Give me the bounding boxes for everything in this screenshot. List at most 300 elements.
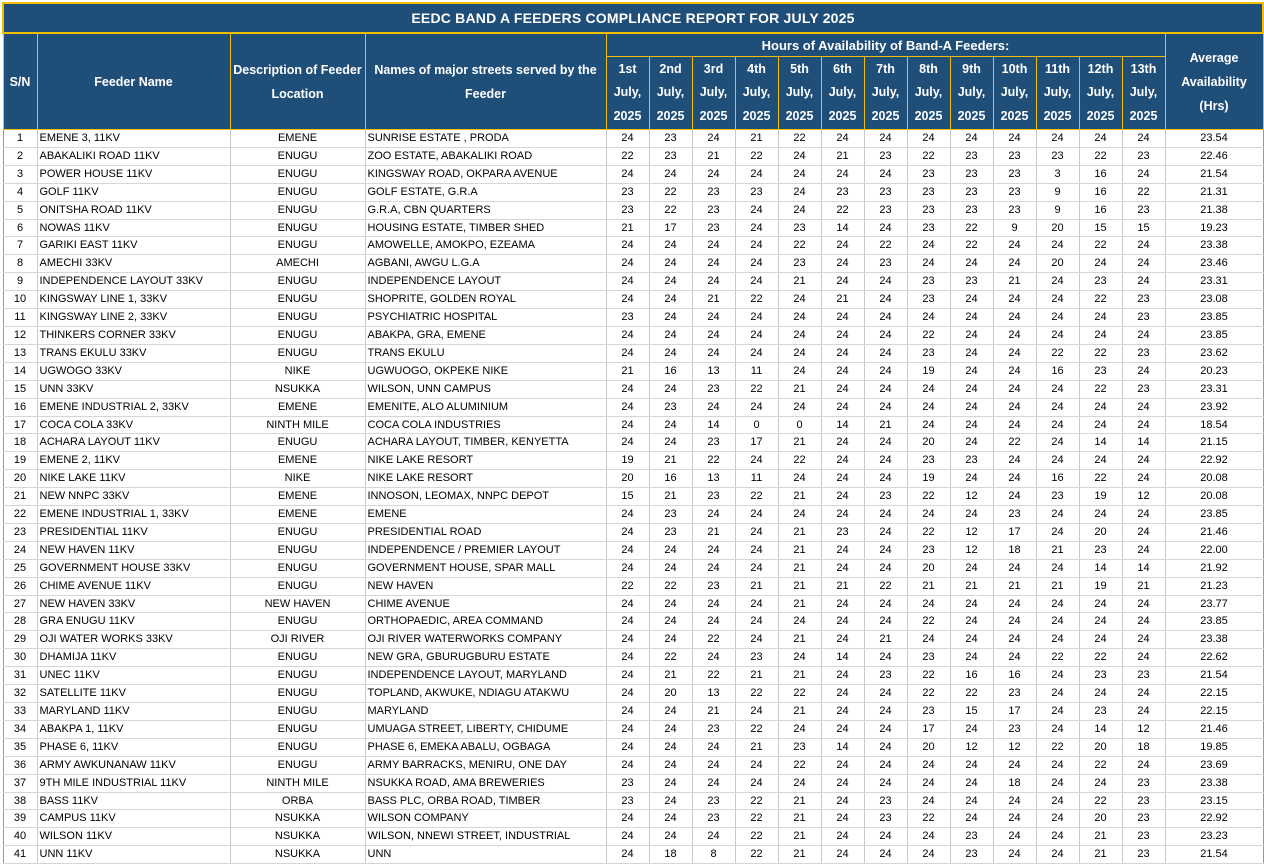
hours-cell: 11 bbox=[735, 470, 778, 488]
hours-cell: 24 bbox=[1122, 613, 1165, 631]
streets-cell: COCA COLA INDUSTRIES bbox=[365, 416, 606, 434]
hours-cell: 23 bbox=[864, 488, 907, 506]
hours-cell: 23 bbox=[1122, 201, 1165, 219]
location-cell: ENUGU bbox=[230, 237, 365, 255]
hours-cell: 19 bbox=[907, 470, 950, 488]
hours-cell: 19 bbox=[907, 362, 950, 380]
hours-cell: 22 bbox=[735, 291, 778, 309]
table-row bbox=[3, 559, 1263, 577]
streets-cell: UNN bbox=[365, 846, 606, 864]
hours-cell: 24 bbox=[606, 398, 649, 416]
hours-cell: 14 bbox=[1079, 434, 1122, 452]
average-cell: 21.54 bbox=[1165, 846, 1263, 864]
hours-cell: 24 bbox=[1036, 309, 1079, 327]
hours-cell: 21 bbox=[649, 488, 692, 506]
hours-cell: 23 bbox=[778, 738, 821, 756]
hours-cell: 21 bbox=[1079, 828, 1122, 846]
sn-cell: 11 bbox=[3, 309, 37, 327]
hours-cell: 22 bbox=[907, 685, 950, 703]
hours-cell: 20 bbox=[1036, 219, 1079, 237]
sn-cell: 31 bbox=[3, 667, 37, 685]
hours-cell: 23 bbox=[864, 147, 907, 165]
hours-cell: 24 bbox=[993, 380, 1036, 398]
hours-cell: 22 bbox=[735, 380, 778, 398]
hours-cell: 24 bbox=[864, 703, 907, 721]
table-row bbox=[3, 183, 1263, 201]
hours-cell: 24 bbox=[1122, 165, 1165, 183]
hours-cell: 22 bbox=[1036, 738, 1079, 756]
streets-cell: TRANS EKULU bbox=[365, 344, 606, 362]
hours-cell: 24 bbox=[606, 291, 649, 309]
hours-cell: 18 bbox=[649, 846, 692, 864]
feeder-name-cell: NEW NNPC 33KV bbox=[37, 488, 230, 506]
feeder-name-cell: MARYLAND 11KV bbox=[37, 703, 230, 721]
hours-cell: 24 bbox=[778, 309, 821, 327]
feeder-name-cell: EMENE 3, 11KV bbox=[37, 130, 230, 148]
hours-cell: 24 bbox=[1036, 559, 1079, 577]
hours-cell: 24 bbox=[907, 756, 950, 774]
table-row bbox=[3, 685, 1263, 703]
hours-cell: 20 bbox=[907, 738, 950, 756]
sn-cell: 14 bbox=[3, 362, 37, 380]
hours-cell: 12 bbox=[1122, 488, 1165, 506]
hours-cell: 24 bbox=[778, 344, 821, 362]
average-cell: 23.38 bbox=[1165, 631, 1263, 649]
hours-cell: 24 bbox=[735, 756, 778, 774]
sn-cell: 41 bbox=[3, 846, 37, 864]
hours-cell: 24 bbox=[993, 631, 1036, 649]
streets-cell: WILSON, NNEWI STREET, INDUSTRIAL bbox=[365, 828, 606, 846]
hours-cell: 22 bbox=[950, 685, 993, 703]
hours-cell: 24 bbox=[735, 255, 778, 273]
hours-cell: 21 bbox=[778, 595, 821, 613]
hours-cell: 9 bbox=[1036, 183, 1079, 201]
feeder-name-cell: UNN 33KV bbox=[37, 380, 230, 398]
hours-cell: 21 bbox=[864, 416, 907, 434]
hours-cell: 21 bbox=[692, 523, 735, 541]
hours-cell: 24 bbox=[864, 434, 907, 452]
hours-cell: 21 bbox=[778, 828, 821, 846]
hours-cell: 17 bbox=[735, 434, 778, 452]
sn-cell: 8 bbox=[3, 255, 37, 273]
hours-cell: 23 bbox=[692, 810, 735, 828]
hours-cell: 24 bbox=[1036, 237, 1079, 255]
hours-cell: 24 bbox=[1036, 326, 1079, 344]
hours-cell: 21 bbox=[735, 667, 778, 685]
date-header: 11th July, 2025 bbox=[1036, 57, 1079, 130]
hours-cell: 24 bbox=[950, 774, 993, 792]
hours-cell: 24 bbox=[606, 165, 649, 183]
hours-cell: 24 bbox=[993, 613, 1036, 631]
hours-cell: 23 bbox=[1122, 828, 1165, 846]
hours-cell: 24 bbox=[1122, 541, 1165, 559]
streets-cell: NSUKKA ROAD, AMA BREWERIES bbox=[365, 774, 606, 792]
feeder-name-cell: PHASE 6, 11KV bbox=[37, 738, 230, 756]
hours-cell: 24 bbox=[649, 703, 692, 721]
average-cell: 21.31 bbox=[1165, 183, 1263, 201]
hours-cell: 24 bbox=[821, 595, 864, 613]
date-header: 12th July, 2025 bbox=[1079, 57, 1122, 130]
hours-cell: 23 bbox=[864, 183, 907, 201]
hours-cell: 22 bbox=[649, 577, 692, 595]
location-cell: ENUGU bbox=[230, 219, 365, 237]
hours-cell: 21 bbox=[907, 577, 950, 595]
feeder-name-cell: UNN 11KV bbox=[37, 846, 230, 864]
hours-cell: 22 bbox=[1079, 147, 1122, 165]
table-row bbox=[3, 846, 1263, 864]
hours-cell: 24 bbox=[907, 130, 950, 148]
hours-cell: 24 bbox=[993, 416, 1036, 434]
hours-cell: 15 bbox=[950, 703, 993, 721]
hours-cell: 12 bbox=[950, 488, 993, 506]
hours-cell: 21 bbox=[692, 147, 735, 165]
hours-cell: 21 bbox=[606, 219, 649, 237]
feeder-name-cell: GRA ENUGU 11KV bbox=[37, 613, 230, 631]
hours-cell: 24 bbox=[778, 201, 821, 219]
hours-cell: 24 bbox=[1036, 130, 1079, 148]
hours-cell: 22 bbox=[1079, 756, 1122, 774]
hours-cell: 23 bbox=[1036, 488, 1079, 506]
table-row bbox=[3, 130, 1263, 148]
hours-cell: 24 bbox=[907, 416, 950, 434]
feeder-name-cell: NEW HAVEN 33KV bbox=[37, 595, 230, 613]
hours-cell: 14 bbox=[821, 738, 864, 756]
hours-cell: 24 bbox=[606, 685, 649, 703]
streets-cell: WILSON COMPANY bbox=[365, 810, 606, 828]
hours-cell: 23 bbox=[821, 183, 864, 201]
streets-cell: ZOO ESTATE, ABAKALIKI ROAD bbox=[365, 147, 606, 165]
hours-cell: 24 bbox=[993, 398, 1036, 416]
hours-cell: 24 bbox=[950, 255, 993, 273]
sn-cell: 3 bbox=[3, 165, 37, 183]
hours-cell: 21 bbox=[606, 362, 649, 380]
feeder-name-cell: ACHARA LAYOUT 11KV bbox=[37, 434, 230, 452]
hours-cell: 14 bbox=[1122, 559, 1165, 577]
location-cell: NINTH MILE bbox=[230, 416, 365, 434]
hours-cell: 16 bbox=[1036, 362, 1079, 380]
hours-cell: 23 bbox=[1122, 344, 1165, 362]
hours-cell: 22 bbox=[606, 577, 649, 595]
hours-cell: 24 bbox=[1036, 380, 1079, 398]
hours-cell: 24 bbox=[692, 237, 735, 255]
location-cell: NINTH MILE bbox=[230, 774, 365, 792]
hours-cell: 24 bbox=[649, 434, 692, 452]
streets-cell: INDEPENDENCE LAYOUT bbox=[365, 273, 606, 291]
hours-cell: 23 bbox=[907, 165, 950, 183]
hours-cell: 24 bbox=[864, 291, 907, 309]
hours-cell: 22 bbox=[907, 147, 950, 165]
sn-cell: 6 bbox=[3, 219, 37, 237]
table-row bbox=[3, 792, 1263, 810]
hours-cell: 24 bbox=[606, 595, 649, 613]
hours-cell: 24 bbox=[692, 756, 735, 774]
average-cell: 23.92 bbox=[1165, 398, 1263, 416]
location-cell: ENUGU bbox=[230, 291, 365, 309]
hours-cell: 24 bbox=[993, 344, 1036, 362]
hours-cell: 21 bbox=[778, 631, 821, 649]
hours-cell: 24 bbox=[1036, 595, 1079, 613]
hours-cell: 21 bbox=[692, 703, 735, 721]
hours-cell: 24 bbox=[821, 237, 864, 255]
date-header: 6th July, 2025 bbox=[821, 57, 864, 130]
hours-cell: 24 bbox=[907, 255, 950, 273]
hours-cell: 24 bbox=[821, 685, 864, 703]
hours-cell: 24 bbox=[907, 237, 950, 255]
table-row bbox=[3, 523, 1263, 541]
table-row bbox=[3, 613, 1263, 631]
hours-cell: 24 bbox=[778, 613, 821, 631]
sn-cell: 29 bbox=[3, 631, 37, 649]
hours-cell: 24 bbox=[649, 541, 692, 559]
average-cell: 22.62 bbox=[1165, 649, 1263, 667]
average-cell: 23.85 bbox=[1165, 613, 1263, 631]
hours-cell: 24 bbox=[821, 613, 864, 631]
hours-cell: 24 bbox=[1122, 130, 1165, 148]
hours-cell: 12 bbox=[950, 523, 993, 541]
hours-cell: 23 bbox=[950, 183, 993, 201]
hours-cell: 21 bbox=[993, 273, 1036, 291]
average-cell: 23.38 bbox=[1165, 774, 1263, 792]
hours-cell: 21 bbox=[778, 703, 821, 721]
streets-cell: WILSON, UNN CAMPUS bbox=[365, 380, 606, 398]
hours-cell: 24 bbox=[864, 738, 907, 756]
sn-cell: 18 bbox=[3, 434, 37, 452]
hours-cell: 24 bbox=[692, 344, 735, 362]
hours-cell: 15 bbox=[1122, 219, 1165, 237]
date-header: 7th July, 2025 bbox=[864, 57, 907, 130]
hours-cell: 21 bbox=[1036, 577, 1079, 595]
hours-cell: 24 bbox=[821, 434, 864, 452]
hours-cell: 24 bbox=[1036, 810, 1079, 828]
hours-cell: 24 bbox=[993, 291, 1036, 309]
hours-cell: 16 bbox=[1079, 165, 1122, 183]
location-cell: ENUGU bbox=[230, 667, 365, 685]
hours-cell: 23 bbox=[606, 774, 649, 792]
hours-cell: 24 bbox=[864, 380, 907, 398]
table-row bbox=[3, 631, 1263, 649]
hours-cell: 22 bbox=[735, 846, 778, 864]
hours-cell: 22 bbox=[778, 130, 821, 148]
hours-cell: 24 bbox=[1122, 362, 1165, 380]
hours-cell: 23 bbox=[993, 201, 1036, 219]
feeder-name-cell: KINGSWAY LINE 1, 33KV bbox=[37, 291, 230, 309]
average-cell: 21.23 bbox=[1165, 577, 1263, 595]
hours-cell: 24 bbox=[950, 613, 993, 631]
hours-cell: 24 bbox=[1036, 720, 1079, 738]
hours-cell: 24 bbox=[735, 326, 778, 344]
hours-cell: 24 bbox=[735, 559, 778, 577]
hours-cell: 24 bbox=[735, 523, 778, 541]
hours-cell: 24 bbox=[1079, 685, 1122, 703]
hours-cell: 23 bbox=[692, 219, 735, 237]
feeder-name-header: Feeder Name bbox=[37, 33, 230, 130]
average-header: Average Availability (Hrs) bbox=[1165, 33, 1263, 130]
hours-cell: 23 bbox=[907, 344, 950, 362]
hours-cell: 24 bbox=[950, 130, 993, 148]
hours-cell: 24 bbox=[864, 506, 907, 524]
average-cell: 23.46 bbox=[1165, 255, 1263, 273]
average-cell: 23.23 bbox=[1165, 828, 1263, 846]
average-cell: 22.92 bbox=[1165, 452, 1263, 470]
hours-cell: 24 bbox=[606, 506, 649, 524]
table-row bbox=[3, 255, 1263, 273]
hours-cell: 24 bbox=[864, 273, 907, 291]
average-cell: 21.38 bbox=[1165, 201, 1263, 219]
hours-cell: 23 bbox=[950, 828, 993, 846]
hours-cell: 24 bbox=[1036, 506, 1079, 524]
hours-cell: 24 bbox=[907, 309, 950, 327]
location-cell: EMENE bbox=[230, 398, 365, 416]
hours-cell: 24 bbox=[692, 613, 735, 631]
hours-cell: 23 bbox=[950, 273, 993, 291]
hours-cell: 24 bbox=[606, 613, 649, 631]
hours-cell: 24 bbox=[1079, 631, 1122, 649]
hours-cell: 24 bbox=[735, 219, 778, 237]
feeder-name-cell: NEW HAVEN 11KV bbox=[37, 541, 230, 559]
hours-cell: 24 bbox=[606, 380, 649, 398]
hours-cell: 24 bbox=[778, 165, 821, 183]
average-cell: 23.54 bbox=[1165, 130, 1263, 148]
hours-cell: 24 bbox=[692, 398, 735, 416]
hours-cell: 24 bbox=[864, 219, 907, 237]
sn-cell: 32 bbox=[3, 685, 37, 703]
hours-cell: 21 bbox=[778, 810, 821, 828]
hours-cell: 24 bbox=[950, 506, 993, 524]
hours-cell: 24 bbox=[606, 846, 649, 864]
date-header: 9th July, 2025 bbox=[950, 57, 993, 130]
streets-header: Names of major streets served by the Feeder bbox=[365, 33, 606, 130]
table-row bbox=[3, 828, 1263, 846]
average-cell: 19.23 bbox=[1165, 219, 1263, 237]
sn-cell: 33 bbox=[3, 703, 37, 721]
hours-cell: 24 bbox=[907, 398, 950, 416]
streets-cell: GOLF ESTATE, G.R.A bbox=[365, 183, 606, 201]
hours-cell: 24 bbox=[649, 595, 692, 613]
hours-cell: 24 bbox=[864, 326, 907, 344]
date-header: 5th July, 2025 bbox=[778, 57, 821, 130]
sn-cell: 20 bbox=[3, 470, 37, 488]
average-cell: 23.31 bbox=[1165, 380, 1263, 398]
hours-cell: 17 bbox=[907, 720, 950, 738]
sn-cell: 7 bbox=[3, 237, 37, 255]
average-cell: 22.00 bbox=[1165, 541, 1263, 559]
hours-cell: 22 bbox=[1036, 649, 1079, 667]
hours-cell: 23 bbox=[993, 506, 1036, 524]
location-cell: EMENE bbox=[230, 130, 365, 148]
hours-cell: 24 bbox=[907, 792, 950, 810]
hours-cell: 23 bbox=[1079, 703, 1122, 721]
average-cell: 21.46 bbox=[1165, 523, 1263, 541]
hours-cell: 24 bbox=[950, 326, 993, 344]
hours-cell: 24 bbox=[950, 595, 993, 613]
hours-cell: 24 bbox=[950, 631, 993, 649]
hours-cell: 24 bbox=[950, 344, 993, 362]
feeder-name-cell: BASS 11KV bbox=[37, 792, 230, 810]
feeder-name-cell: CAMPUS 11KV bbox=[37, 810, 230, 828]
location-cell: ENUGU bbox=[230, 201, 365, 219]
average-cell: 22.92 bbox=[1165, 810, 1263, 828]
average-cell: 23.38 bbox=[1165, 237, 1263, 255]
hours-cell: 24 bbox=[1036, 756, 1079, 774]
hours-cell: 18 bbox=[1122, 738, 1165, 756]
hours-cell: 23 bbox=[606, 309, 649, 327]
hours-cell: 22 bbox=[1036, 344, 1079, 362]
sn-cell: 16 bbox=[3, 398, 37, 416]
hours-cell: 23 bbox=[907, 273, 950, 291]
hours-cell: 23 bbox=[692, 434, 735, 452]
sn-cell: 23 bbox=[3, 523, 37, 541]
hours-cell: 21 bbox=[821, 577, 864, 595]
hours-cell: 22 bbox=[735, 828, 778, 846]
hours-cell: 24 bbox=[821, 631, 864, 649]
hours-cell: 23 bbox=[993, 685, 1036, 703]
hours-cell: 24 bbox=[950, 720, 993, 738]
hours-cell: 24 bbox=[1122, 685, 1165, 703]
hours-cell: 24 bbox=[778, 183, 821, 201]
hours-cell: 24 bbox=[1122, 326, 1165, 344]
table-row bbox=[3, 649, 1263, 667]
report-title: EEDC BAND A FEEDERS COMPLIANCE REPORT FOR JULY 2025 bbox=[3, 3, 1263, 33]
hours-cell: 23 bbox=[606, 183, 649, 201]
hours-cell: 24 bbox=[993, 846, 1036, 864]
average-cell: 22.15 bbox=[1165, 685, 1263, 703]
sn-cell: 21 bbox=[3, 488, 37, 506]
average-cell: 20.08 bbox=[1165, 470, 1263, 488]
hours-cell: 23 bbox=[692, 792, 735, 810]
feeder-name-cell: POWER HOUSE 11KV bbox=[37, 165, 230, 183]
hours-cell: 23 bbox=[864, 667, 907, 685]
hours-cell: 21 bbox=[1036, 541, 1079, 559]
location-cell: ENUGU bbox=[230, 541, 365, 559]
hours-cell: 24 bbox=[1036, 273, 1079, 291]
hours-cell: 24 bbox=[606, 756, 649, 774]
table-row bbox=[3, 774, 1263, 792]
hours-cell: 22 bbox=[735, 810, 778, 828]
hours-cell: 24 bbox=[606, 703, 649, 721]
location-cell: ENUGU bbox=[230, 738, 365, 756]
hours-cell: 24 bbox=[1122, 452, 1165, 470]
hours-cell: 23 bbox=[649, 523, 692, 541]
sn-cell: 12 bbox=[3, 326, 37, 344]
hours-cell: 24 bbox=[864, 130, 907, 148]
hours-cell: 24 bbox=[1079, 309, 1122, 327]
location-cell: AMECHI bbox=[230, 255, 365, 273]
hours-cell: 24 bbox=[692, 774, 735, 792]
feeder-name-cell: GOLF 11KV bbox=[37, 183, 230, 201]
hours-cell: 21 bbox=[649, 452, 692, 470]
hours-cell: 24 bbox=[950, 649, 993, 667]
hours-cell: 16 bbox=[649, 362, 692, 380]
hours-cell: 24 bbox=[1079, 452, 1122, 470]
hours-cell: 24 bbox=[1122, 470, 1165, 488]
hours-cell: 19 bbox=[606, 452, 649, 470]
sn-cell: 39 bbox=[3, 810, 37, 828]
streets-cell: INDEPENDENCE LAYOUT, MARYLAND bbox=[365, 667, 606, 685]
hours-cell: 22 bbox=[778, 452, 821, 470]
streets-cell: SUNRISE ESTATE , PRODA bbox=[365, 130, 606, 148]
feeder-name-cell: AMECHI 33KV bbox=[37, 255, 230, 273]
hours-cell: 24 bbox=[1079, 255, 1122, 273]
sn-cell: 1 bbox=[3, 130, 37, 148]
hours-cell: 24 bbox=[649, 380, 692, 398]
hours-cell: 22 bbox=[735, 488, 778, 506]
hours-cell: 22 bbox=[735, 792, 778, 810]
table-row bbox=[3, 165, 1263, 183]
hours-cell: 23 bbox=[864, 792, 907, 810]
hours-cell: 24 bbox=[1036, 613, 1079, 631]
hours-cell: 24 bbox=[993, 488, 1036, 506]
average-cell: 23.69 bbox=[1165, 756, 1263, 774]
